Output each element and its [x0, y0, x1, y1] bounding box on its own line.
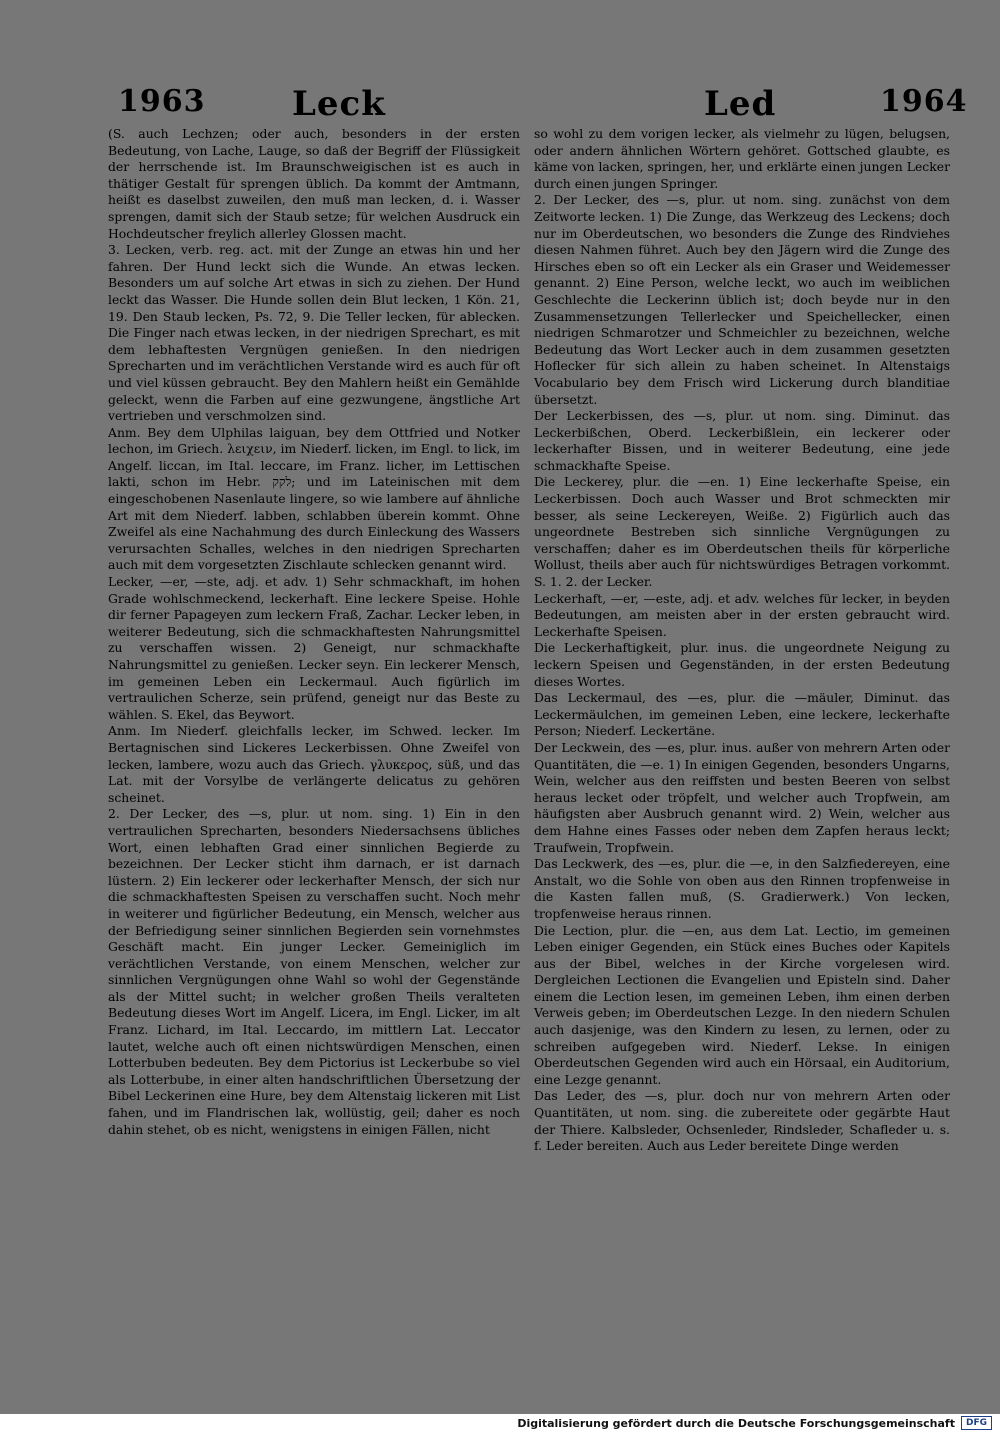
- entry-paragraph: Die Lection, plur. die —en, aus dem Lat. Lectio, im gemeinen Leben einiger Gegenden, ein Stück eines Buches oder Kapitels aus der Bibel, welches in der Kirche vorgelesen wird. Dergleichen Lectionen die Evangelien und Episteln sind. Daher einem die Lection lesen, im gemeinen Leben, ihm einen derben Verweis geben; im Oberdeutschen Lezge. In den niedern Schulen auch dasjenige, was den Kindern zu lesen, zu lernen, oder zu schreiben aufgegeben wird. Niederf. Lekse. In einigen Oberdeutschen Gegenden wird auch ein Hörsaal, ein Auditorium, eine Lezge genannt.: [534, 922, 950, 1087]
- page-number-left: 1963: [118, 84, 206, 119]
- entry-paragraph: Der Leckerbissen, des —s, plur. ut nom. sing. Diminut. das Leckerbißchen, Oberd. Leckerbißlein, ein leckerer oder leckerhafter Bissen, und in weiterer Bedeutung, eine jede schmackhafte Speise.: [534, 408, 950, 473]
- entry-paragraph: Das Leckermaul, des —es, plur. die —mäuler, Diminut. das Leckermäulchen, im gemeinen Leben, eine leckere, leckerhafte Person; Niederf. Leckertäne.: [534, 690, 950, 739]
- entry-paragraph: 3. Lecken, verb. reg. act. mit der Zunge an etwas hin und her fahren. Der Hund leckt sich die Wunde. An etwas lecken. Besonders um auf solche Art etwas in sich zu ziehen. Der Hund leckt das Wasser. Die Hunde sollen dein Blut lecken, 1 Kön. 21, 19. Den Staub lecken, Ps. 72, 9. Die Teller lecken, für ablecken. Die Finger nach etwas lecken, in der niedrigen Sprechart, es mit dem lebhaftesten Vergnügen genießen. In den niedrigen Sprecharten und im verächtlichen Verstande wird es auch für oft und viel küssen gebraucht. Bey den Mahlern heißt ein Gemählde geleckt, wenn die Farben auf eine gezwungene, ängstliche Art vertrieben und verschmolzen sind.: [108, 242, 520, 424]
- right-column: [534, 126, 950, 1155]
- entry-paragraph: Anm. Bey dem Ulphilas laiguan, bey dem Ottfried und Notker lechon, im Griech. λειχειν, im Niederf. licken, im Engl. to lick, im Angelf. liccan, im Ital. leccare, im Franz. licher, im Lettischen lakti, schon im Hebr. לקק; und im Lateinischen mit dem eingeschobenen Nasenlaute lingere, so wie lambere auf ähnliche Art mit dem Niederf. labben, schlabben überein kommt. Ohne Zweifel als eine Nachahmung des durch Einleckung des Wassers verursachten Schalles, welches in den niedrigen Sprecharten auch mit dem vorgesetzten Zischlaute schlecken genannt wird.: [108, 424, 520, 573]
- entry-paragraph: so wohl zu dem vorigen lecker, als vielmehr zu lügen, belugsen, oder andern ähnlichen Wörtern gehöret. Gottsched glaubte, es käme von lacken, springen, her, und erklärte einen jungen Lecker durch einen jungen Springer.: [534, 126, 950, 191]
- funding-credit: Digitalisierung gefördert durch die Deutsche Forschungsgemeinschaft: [517, 1416, 955, 1430]
- entry-paragraph: Leckerhaft, —er, —este, adj. et adv. welches für lecker, in beyden Bedeutungen, am meisten aber in der ersten gebraucht wird. Leckerhafte Speisen.: [534, 590, 950, 639]
- dfg-logo: DFG: [961, 1416, 992, 1430]
- entry-paragraph: 2. Der Lecker, des —s, plur. ut nom. sing. zunächst von dem Zeitworte lecken. 1) Die Zunge, das Werkzeug des Leckens; doch nur im Oberdeutschen, wo besonders die Zunge des Rindviehes diesen Nahmen führet. Auch bey den Jägern wird die Zunge des Hirsches eben so oft ein Lecker als ein Graser und Weidemesser genannt. 2) Eine Person, welche leckt, wo auch im weiblichen Geschlechte die Leckerinn üblich ist; doch beyde nur in den Zusammensetzungen Tellerlecker und Speichellecker, einen niedrigen Schmarotzer und Schmeichler zu bezeichnen, welche Bedeutung das Wort Lecker auch in dem zusammen gesetzten Hoflecker für sich allein zu haben scheinet. In Altenstaigs Vocabulario bey dem Frisch wird Lickerung durch blanditiae übersetzt.: [534, 192, 950, 407]
- entry-paragraph: Der Leckwein, des —es, plur. inus. außer von mehrern Arten oder Quantitäten, die —e. 1) In einigen Gegenden, besonders Ungarns, Wein, welcher aus den reiffsten und besten Beeren von selbst heraus lecket oder tröpfelt, und welcher auch Tropfwein, am häufigsten aber Ausbruch genannt wird. 2) Wein, welcher aus dem Hahne eines Fasses oder neben dem Zapfen heraus leckt; Traufwein, Tropfwein.: [534, 739, 950, 855]
- entry-paragraph: Das Leckwerk, des —es, plur. die —e, in den Salzfiedereyen, eine Anstalt, wo die Sohle von oben aus den Rinnen tropfenweise in die Kasten fallen muß, (S. Gradierwerk.) Von lecken, tropfenweise heraus rinnen.: [534, 856, 950, 921]
- entry-paragraph: Anm. Im Niederf. gleichfalls lecker, im Schwed. lecker. Im Bertagnischen sind Lickeres Leckerbissen. Ohne Zweifel von lecken, lambere, wozu auch das Griech. γλυκερος, süß, und das Lat. mit der Vorsylbe de verlängerte delicatus zu gehören scheinet.: [108, 723, 520, 805]
- left-column: [108, 126, 520, 1138]
- entry-paragraph: Die Leckerey, plur. die —en. 1) Eine leckerhafte Speise, ein Leckerbissen. Doch auch Wasser und Brot schmeckten mir besser, als seine Leckereyen, Weiße. 2) Figürlich auch das ungeordnete Bestreben sich sinnliche Vergnügungen zu verschaffen; daher es im Oberdeutschen theils für körperliche Wollust, theils aber auch für nichtswürdiges Betragen vorkommt. S. 1. 2. der Lecker.: [534, 474, 950, 590]
- running-head-left: Leck: [292, 84, 386, 124]
- entry-paragraph: Lecker, —er, —ste, adj. et adv. 1) Sehr schmackhaft, im hohen Grade wohlschmeckend, leckerhaft. Eine leckere Speise. Hohle dir ferner Papageyen zum leckern Fraß, Zachar. Lecker leben, in weiterer Bedeutung, sich die schmackhaftesten Nahrungsmittel zu verschaffen wissen. 2) Geneigt, nur schmackhafte Nahrungsmittel zu genießen. Lecker seyn. Ein leckerer Mensch, im gemeinen Leben ein Leckermaul. Auch figürlich im vertraulichen Scherze, sein prüfend, geneigt nur das Beste zu wählen. S. Ekel, das Beywort.: [108, 574, 520, 722]
- entry-paragraph: 2. Der Lecker, des —s, plur. ut nom. sing. 1) Ein in den vertraulichen Sprecharten, besonders Niedersachsens übliches Wort, einen lebhaften Grad einer sinnlichen Begierde zu bezeichnen. Der Lecker sticht ihm darnach, er ist darnach lüstern. 2) Ein leckerer oder leckerhafter Mensch, der sich nur die schmackhaftesten Speisen zu verschaffen sucht. Noch mehr in weiterer und figürlicher Bedeutung, ein Mensch, welcher aus der Befriedigung seiner sinnlichen Begierden sein vornehmstes Geschäft macht. Ein junger Lecker. Gemeiniglich im verächtlichen Verstande, von einem Menschen, welcher zur sinnlichen Vergnügungen ohne Wahl so wohl der Gegenstände als der Mittel sucht; in welcher großen Theils veralteten Bedeutung dieses Wort im Angelf. Licera, im Engl. Licker, im alt Franz. Lichard, im Ital. Leccardo, im mittlern Lat. Leccator lautet, welche auch oft einen nichtswürdigen Menschen, einen Lotterbuben bedeuten. Bey dem Pictorius ist Leckerbube so viel als Lotterbube, in einer alten handschriftlichen Übersetzung der Bibel Leckerinen eine Hure, bey dem Altenstaig lickeren mit List fahen, und im Flandrischen lak, wollüstig, geil; daher es noch dahin stehet, ob es nicht, wenigstens in einigen Fällen, nicht: [108, 806, 520, 1137]
- entry-paragraph: Das Leder, des —s, plur. doch nur von mehrern Arten oder Quantitäten, ut nom. sing. die zubereitete oder gegärbte Haut der Thiere. Kalbsleder, Ochsenleder, Rindsleder, Schafleder u. s. f. Leder bereiten. Auch aus Leder bereitete Dinge werden: [534, 1088, 950, 1154]
- running-head-right: Led: [704, 84, 777, 124]
- entry-paragraph: (S. auch Lechzen; oder auch, besonders in der ersten Bedeutung, von Lache, Lauge, so daß der Begriff der Flüssigkeit der herrschende ist. Im Braunschweigischen ist es auch in thätiger Gestalt für sprengen üblich. Da kommt der Amtmann, heißt es daselbst zuweilen, den muß man lecken, d. i. Wasser sprengen, damit sich der Staub setze; für welchen Ausdruck ein Hochdeutscher freylich allerley Glossen macht.: [108, 126, 520, 241]
- funding-footer: [0, 1414, 1000, 1432]
- entry-paragraph: Die Leckerhaftigkeit, plur. inus. die ungeordnete Neigung zu leckern Speisen und Gegenständen, in der ersten Bedeutung dieses Wortes.: [534, 640, 950, 689]
- page-number-right: 1964: [880, 84, 968, 119]
